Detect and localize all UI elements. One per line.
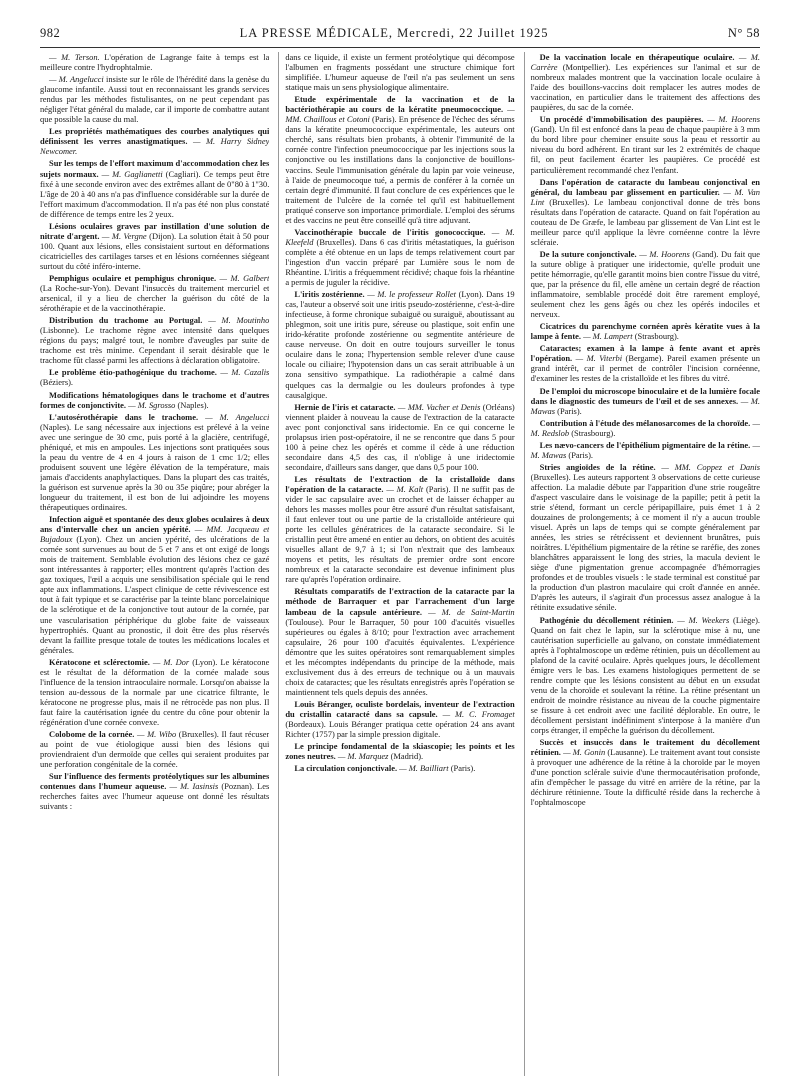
abstract-title: De la suture conjonctivale. bbox=[539, 248, 637, 259]
abstract-author: — M. de Saint-Martin bbox=[421, 606, 515, 617]
abstract-text: (Paris). bbox=[555, 405, 582, 416]
abstract-author: — M. Carrère bbox=[530, 52, 760, 73]
abstract-title: Résultats comparatifs de l'extraction de la cataracte par la méthode de Barraquer et par l'arrachement d'un large lambeau de la capsule antérieure. bbox=[285, 586, 515, 617]
abstract-title: Les résultats de l'extraction de la cristalloïde dans l'opération de la cataracte. bbox=[285, 473, 515, 494]
abstract-title: L'iritis zostérienne. bbox=[294, 289, 365, 300]
abstract-text: (Orléans) viennent plaider à nouveau la cause de l'extraction de la cataracte avec pont conjonctival sans iridectomie. En ce qui concerne le prolapsus irien post-opératoire, il ne se rencontre que dans 5 pour 100 à peine chez les opérés et comme il cède à une réduction secondaire dans 4,5 des cas, il n'oblige à une iridectomie secondaire, d'ailleurs sans danger, que dans 0,5 pour 100. bbox=[285, 401, 515, 472]
abstract-author: — MM. Jacqueau et Bujadoux bbox=[40, 524, 270, 545]
abstract-author: — M. Hoorens bbox=[703, 114, 760, 125]
abstract-text: (Madrid). bbox=[388, 751, 424, 762]
abstract-author: — M. le professeur Rollet bbox=[364, 289, 456, 300]
abstract-author: — M. Marquez bbox=[335, 751, 389, 762]
abstract-title: Cataractes; examen à la lampe à fente avant et après l'opération. bbox=[530, 343, 760, 364]
abstract-author: — M. Vergne bbox=[99, 230, 147, 241]
header-rule bbox=[40, 47, 760, 48]
abstract-text: (Lausanne). Le traitement avant tout consiste à provoquer une adhérence de la rétine à la choroïde par le moyen d'une ponction sclérale suivie d'une thermocautérisation profonde, afin d'empêcher le passage du vitré en arrière de la rétine, par la déchirure rétinienne. Toute la difficulté réside dans la recherche à l'ophtalmoscope bbox=[530, 747, 760, 808]
abstract-paragraph bbox=[40, 315, 269, 365]
abstract-author: — M. Mawas bbox=[530, 439, 760, 460]
abstract-title: Les nævo-cancers de l'épithélium pigmentaire de la rétine. bbox=[539, 439, 751, 450]
page-number: 982 bbox=[40, 26, 61, 40]
abstract-paragraph bbox=[285, 94, 514, 225]
abstract-text: insiste sur le rôle de l'hérédité dans la genèse du glaucome infantile. Aussi tout en reconnaissant les grands services rendus par les méthodes fistulisantes, on ne peut cependant pas négliger l'état général du malade, car il importe de combattre autant que possible la cause du mal. bbox=[40, 74, 270, 125]
abstract-author: — M. C. Fromaget bbox=[437, 709, 515, 719]
abstract-title: La circulation conjonctivale. bbox=[294, 763, 398, 774]
abstract-paragraph bbox=[531, 249, 760, 319]
abstract-title: Les propriétés mathématiques des courbes analytiques qui définissent les verres anastigmatiques. bbox=[40, 126, 270, 147]
abstract-title: Distribution du trachome au Portugal. bbox=[49, 315, 203, 326]
abstract-text: (Lyon). Dans 19 cas, l'auteur a observé soit une iritis pseudo-zostérienne, c'est-à-dire infectieuse, à forme chronique subaiguë ou suraiguë, aboutissant au phlegmon, soit une iritis pure, séreuse ou plastique, soit enfin une irido-kératite profonde zostérienne ou segmentite antérieure de cause nerveuse. On doit en outre toujours surveiller le tonus oculaire dans le zona; l'hypertension semble relever d'une cause locale ou ciliaire; l'hypotension dans un cas serait attribuable à un zona sensitivo sympathique. La radiothérapie a calmé dans quelques cas la dermalgie ou les douleurs profondes à type causalgique. bbox=[285, 289, 515, 400]
abstract-text: (Paris). Il ne suffit pas de vider le sac capsulaire avec un crochet et de laisser échapper au dehors les masses molles pour être assuré d'un résultat satisfaisant, il faut enlever tout ou une partie de la cristalloïde antérieure qui porte les cellules génératrices de la cataracte secondaire. Si le cristallin peut être amené en entier au dehors, on obtient des acuités visuelles allant de 9,7 à 1; si l'on n'extrait que des lambeaux moyens et petits, les résultats de premier ordre sont encore nombreux et la cataracte secondaire est devenue infiniment plus rare qu'après l'opération ordinaire. bbox=[285, 483, 515, 585]
abstract-text: (Lyon). Le kératocone est le résultat de la déformation de la cornée malade sous l'influence de la tension intraoculaire normale. Lorsqu'on abaisse la tension au-dessous de la normale par une cicatrice filtrante, le kératocone ne progresse plus, mais il ne rétrocède pas non plus. Il faut faire la cautérisation ignée du centre du cône pour obtenir la régénération d'une cornée convexe. bbox=[40, 656, 270, 727]
abstract-title: Le principe fondamental de la skiascopie; les points et les zones neutres. bbox=[285, 741, 515, 762]
abstract-author: — M. Van Lint bbox=[530, 186, 760, 207]
abstract-text: (Strasbourg). bbox=[569, 427, 616, 438]
abstract-paragraph bbox=[285, 763, 514, 773]
abstract-text: (Paris). En présence de l'échec des sérums dans la kératite pneumococcique expérimentale, les auteurs ont cherché, sans résultats bien probants, à obtenir l'immunité de la cornée contre l'infection pneumococcique par les injections sous la conjonctive ou les instillations dans la conjonctive de bouillons-vaccins. Seule l'immunisation générale du lapin par voie veineuse, à l'aide de pneumocoque tué, a permis de conférer à la cornée un certain degré d'immunité. Il faut conclure de ces expériences que le traitement de l'ulcère de la cornée tel qu'il est habituellement pratiqué conserve son importance primordiale. L'emploi des sérums et des vaccins ne peut être conseillé qu'à titre adjuvant. bbox=[285, 114, 515, 225]
abstract-paragraph bbox=[40, 273, 269, 313]
abstract-text: (Strasbourg). bbox=[632, 331, 679, 342]
abstract-title: De la vaccination locale en thérapeutique oculaire. bbox=[539, 52, 735, 62]
page-header bbox=[40, 26, 760, 44]
abstract-text: (Gand). Du fait que la suture oblige à pratiquer une iridectomie, qu'elle produit une petite hémorragie, qu'elle garantit moins bien contre l'issue du vitré, que, par la présence du fil, elle amène un certain degré de réaction inflammatoire, semblable procédé doit être rarement employé, seulement chez les gens âgés ou chez les opérés indociles et nerveux. bbox=[530, 248, 760, 320]
abstract-paragraph bbox=[40, 412, 269, 512]
abstract-text: (Montpellier). Les expériences sur l'animal et sur de nombreux malades montrent que la vaccination locale oculaire à l'aide des bouillons-vaccins doit remplacer les autres modes de vaccination, en particulier dans le traitement des affections des paupières, du sac de la cornée. bbox=[530, 62, 760, 113]
abstract-author: — M. Hoorens bbox=[636, 248, 690, 259]
abstract-author: — M. Gonin bbox=[560, 747, 606, 758]
abstract-author: — M. Moutinho bbox=[202, 315, 270, 326]
abstract-paragraph bbox=[531, 418, 760, 438]
abstract-author: — M. Gaglianetti bbox=[98, 168, 163, 179]
abstract-author: — M. Angelucci bbox=[49, 74, 104, 85]
abstract-author: — M. Lampert bbox=[581, 331, 633, 342]
abstract-author: — M. Harry Sidney Newcomer. bbox=[40, 136, 270, 157]
abstract-title: Dans l'opération de cataracte du lambeau conjonctival en général, du lambeau par glissement en particulier. bbox=[530, 176, 760, 197]
abstract-paragraph bbox=[531, 462, 760, 613]
abstract-title: Pathogénie du décollement rétinien. bbox=[539, 614, 674, 625]
abstract-title: Infection aiguë et spontanée des deux globes oculaires à deux ans d'intervalle chez un ancien ypérité. bbox=[40, 514, 270, 535]
abstract-title: Etude expérimentale de la vaccination et de la bactériothérapie au cours de la kératite pneumococcique. bbox=[285, 94, 515, 115]
abstract-title: Stries angioïdes de la rétine. bbox=[539, 461, 656, 472]
abstract-paragraph bbox=[531, 177, 760, 247]
abstract-author: — M. Iasinsis bbox=[166, 781, 219, 792]
abstract-text: (Paris). bbox=[566, 449, 593, 460]
abstract-paragraph bbox=[285, 289, 514, 400]
abstract-text: (Bordeaux). Louis Béranger pratiqua cette opération 24 ans avant Richter (1757) par la simple pression digitale. bbox=[285, 719, 515, 740]
abstract-title: Hernie de l'iris et cataracte. bbox=[294, 401, 396, 412]
abstract-paragraph bbox=[40, 126, 269, 156]
journal-title: LA PRESSE MÉDICALE, Mercredi, 22 Juillet 1925 bbox=[239, 26, 549, 40]
abstract-paragraph bbox=[531, 737, 760, 807]
abstract-author: — M. Viterbi bbox=[572, 353, 623, 364]
abstract-author: — M. Redslob bbox=[530, 417, 760, 438]
abstract-text: (Dijon). La solution était à 50 pour 100. Quant aux lésions, elles consistaient surtout en déformations cicatricielles des cartilages tarses et en lésions cornéennes siégeant surtout du côté inféro-interne. bbox=[40, 230, 270, 271]
abstract-paragraph bbox=[531, 343, 760, 383]
abstract-author: — MM. Chaillous et Cotoni bbox=[285, 104, 515, 125]
abstract-title: De l'emploi du microscope binoculaire et de la lumière focale dans le diagnostic des tumeurs de l'œil et de ses annexes. bbox=[530, 385, 760, 406]
issue-number: N° 58 bbox=[727, 26, 760, 40]
abstract-text: (Bruxelles). Les auteurs rapportent 3 observations de cette curieuse affection. La maladie débute par l'apparition d'une strie rougeâtre d'aspect vasculaire dans le voisinage de la papille; petit à petit la strie s'étend, formant un cercle péripapillaire, puis émet 1 à 2 douzaines de prolongements; à ce moment il n'y a aucun trouble visuel. Après un laps de temps qui se compte généralement par années, les stries se rétrécissent et deviennent brunâtres, puis noirâtres. L'épithélium pigmentaire de la rétine se raréfie, des zones blanchâtres apparaissent le long des stries, la macula devient le siège d'une pigmentation grenue accompagnée d'hémorragies profondes et de troubles visuels : le stade terminal est constitué par la production d'un plastron maculaire qui croît d'année en année. D'après les auteurs, il s'agirait d'un processus assez analogue à la rétinite exsudative sénile. bbox=[530, 471, 760, 613]
abstract-title: Sur les temps de l'effort maximum d'accommodation chez les sujets normaux. bbox=[40, 158, 270, 179]
abstract-text: (Lisbonne). Le trachome règne avec intensité dans quelques régions du pays; malgré tout, le nombre d'aveugles par suite de trachome est très minime. Cependant il serait désirable que le trachome fût classé parmi les affections à déclaration obligatoire. bbox=[40, 325, 270, 366]
abstract-title: Pemphigus oculaire et pemphigus chronique. bbox=[49, 272, 217, 283]
abstract-author: — M. Galbert bbox=[216, 272, 270, 283]
abstract-author: — M. Kalt bbox=[383, 483, 424, 494]
abstract-author: — M. Mawas bbox=[530, 395, 760, 416]
abstract-paragraph bbox=[531, 615, 760, 736]
abstract-paragraph bbox=[285, 227, 514, 287]
abstract-author: — M. Terson. bbox=[49, 52, 100, 62]
column-middle bbox=[278, 52, 514, 1076]
abstract-author: — M. Dor bbox=[149, 656, 190, 667]
abstract-text: (Poznan). Les recherches faites avec l'humeur aqueuse ont donné les résultats suivants : bbox=[40, 781, 270, 812]
abstract-title: Contribution à l'étude des mélanosarcomes de la choroïde. bbox=[539, 417, 751, 428]
abstract-paragraph bbox=[40, 771, 269, 811]
abstract-title: Succès et insuccès dans le traitement du décollement rétinien. bbox=[530, 737, 760, 758]
abstract-author: — M. Wibo bbox=[134, 729, 177, 740]
article-columns bbox=[40, 52, 760, 1076]
abstract-paragraph bbox=[531, 114, 760, 174]
abstract-paragraph bbox=[40, 390, 269, 410]
abstract-text: (Naples). Le sang nécessaire aux injections est prélevé à la veine avec une seringue de 30 cmc, puis porté à la glacière, centrifugé, phéniqué, et mis en ampoules. Les injections sont pratiquées sous la peau du ventre de 4 en 4 jours à raison de 1 cmc 1/2; elles produisent souvent une légère élévation de la température, mais jamais d'accidents anaphylactiques. Dans la plupart des cas traités, la guérison est survenue après la 30 ou 35e piqûre; pour abréger la longueur du traitement, il est bon de lui adjoindre les moyens thérapeutiques ordinaires. bbox=[40, 421, 270, 513]
abstract-paragraph bbox=[531, 386, 760, 416]
abstract-author: — M. Weekers bbox=[673, 614, 730, 625]
abstract-paragraph bbox=[40, 657, 269, 727]
abstract-paragraph bbox=[40, 221, 269, 271]
abstract-paragraph bbox=[40, 158, 269, 218]
abstract-paragraph bbox=[285, 402, 514, 472]
abstract-title: Un procédé d'immobilisation des paupières. bbox=[539, 114, 704, 125]
abstract-title: Kératocone et sclérectomie. bbox=[49, 656, 150, 667]
abstract-author: — M. Angelucci bbox=[198, 411, 270, 422]
abstract-paragraph bbox=[531, 321, 760, 341]
abstract-title: Louis Béranger, oculiste bordelais, inventeur de l'extraction du cristallin cataracté dans sa capsule. bbox=[285, 698, 515, 719]
abstract-text: (Gand). Un fil est enfoncé dans la peau de chaque paupière à 3 mm du bord libre pour cheminer ensuite sous la peau et ressortir au niveau du bord adhérent. En tirant sur les 2 extrémités de chaque fil, on peut facilement écarter les paupières. Ce procédé est particulièrement recommandé chez l'enfant. bbox=[530, 124, 760, 175]
abstract-author: — MM. Vacher et Denis bbox=[395, 401, 481, 412]
abstract-paragraph bbox=[40, 52, 269, 72]
abstract-text: (Lyon). Chez un ancien ypérité, des ulcérations de la cornée sont survenues au bout de 5 et 7 ans et ont exigé de longs mois de traitement. Semblable évolution des lésions chez ce gazé sont intéressantes à rapporter; elles montrent qu'après l'action des gaz toxiques, l'œil a acquis une sensibilisation spéciale qui le rend apte aux inflammations. L'aspect clinique de cette révivescence est tout à fait typique et se caractérise par la teinte blanc porcelainique de la sclérotique et de la conjonctive tout autour de la cornée, par une vascularisation périphérique du globe faite de vaisseaux hypertrophiés. Quant au pronostic, il doit être des plus réservés devant la faillite presque totale de toutes les médications locales et générales. bbox=[40, 534, 270, 655]
abstract-author: — M. Bailliart bbox=[397, 763, 449, 774]
abstract-text: (Bergame). Pareil examen présente un grand intérêt, car il permet de contrôler l'incision cornéenne, d'examiner les restes de la cristalloïde et les fibres du vitré. bbox=[530, 353, 760, 384]
abstract-paragraph bbox=[40, 729, 269, 769]
abstract-author: — MM. Coppez et Danis bbox=[655, 461, 760, 472]
column-right bbox=[524, 52, 760, 1076]
abstract-title: Cicatrices du parenchyme cornéen après kératite vues à la lampe à fente. bbox=[530, 321, 760, 342]
abstract-text: (La Roche-sur-Yon). Devant l'insuccès du traitement mercuriel et arsenical, il y a lieu de chercher la guérison du côté de la sérothérapie et de la vaccinothérapie. bbox=[40, 283, 270, 314]
abstract-paragraph bbox=[531, 440, 760, 460]
abstract-text: (Toulouse). Pour le Barraquer, 50 pour 100 d'acuités visuelles supérieures ou égales à 8/10; pour l'extraction avec arrachement capsulaire, 26 pour 100 d'acuités équivalentes. L'expérience démontre que les suites opératoires sont remarquablement simples et les mécomptes indépendants du principe de la méthode, mais exclusivement dus à des erreurs de technique ou à un mauvais choix de cataractes; que les résultats enregistrés après l'opération se maintiennent tels quels depuis des années. bbox=[285, 616, 515, 697]
abstract-title: Sur l'influence des ferments protéolytiques sur les albumines contenues dans l'humeur aqueuse. bbox=[40, 771, 270, 792]
abstract-paragraph bbox=[285, 586, 514, 697]
abstract-text: (Béziers). bbox=[40, 377, 74, 388]
abstract-text: dans ce liquide, il existe un ferment protéolytique qui décompose l'albumen en fragments possédant une structure chimique fort simplifiée. L'humeur aqueuse de l'œil n'a pas seulement un sens statique mais un sens physiologique alimentaire. bbox=[285, 52, 515, 93]
abstract-title: Vaccinothérapie buccale de l'iritis gonococcique. bbox=[294, 226, 486, 237]
abstract-paragraph bbox=[531, 52, 760, 112]
abstract-paragraph bbox=[285, 474, 514, 585]
abstract-title: Le problème étio-pathogénique du trachome. bbox=[49, 367, 217, 378]
abstract-paragraph bbox=[40, 514, 269, 655]
abstract-paragraph bbox=[285, 52, 514, 92]
abstract-title: Modifications hématologiques dans le trachome et d'autres formes de conjonctivite. bbox=[40, 389, 270, 410]
abstract-text: (Naples). bbox=[175, 399, 209, 410]
column-left bbox=[40, 52, 269, 1076]
abstract-title: Colobome de la cornée. bbox=[49, 729, 135, 740]
abstract-paragraph bbox=[285, 741, 514, 761]
abstract-text: (Bruxelles). Il faut récuser au point de vue étiologique aussi bien des lésions qui proviendraient d'un dermoïde que celles qui seraient produites par une perforation congénitale de la cornée. bbox=[40, 729, 270, 770]
abstract-author: — M. Sgrosso bbox=[126, 399, 176, 410]
abstract-text: (Bruxelles). Dans 6 cas d'iritis métastatiques, la guérison complète a été obtenue en un laps de temps relativement court par l'ingestion d'un vaccin préparé par Lumière sous le nom de Rhéantine. L'iritis a fréquemment récidivé; chaque fois la rhéantine a permis de juguler la récidive. bbox=[285, 236, 515, 288]
abstract-text: L'opération de Lagrange faite à temps est la meilleure contre l'hydrophtalmie. bbox=[40, 52, 270, 73]
abstract-title: Lésions oculaires graves par instillation d'une solution de nitrate d'argent. bbox=[40, 220, 270, 241]
abstract-text: (Paris). bbox=[448, 763, 476, 774]
abstract-title: L'autosérothérapie dans le trachome. bbox=[49, 411, 199, 422]
abstract-text: (Bruxelles). Le lambeau conjonctival donne de très bons résultats dans l'opération de cataracte. Quand on fait l'opération au couteau de De Græfe, le lambeau par glissement de Van Lint est le meilleur parce qu'il applique la lèvre cornéenne contre la lèvre scléraie. bbox=[530, 196, 760, 247]
abstract-author: — M. Cazalis bbox=[216, 367, 270, 378]
abstract-text: (Cagliari). Ce temps peut être fixé à une seconde environ avec des extrêmes allant de 0"80 à 1"30. L'âge de 20 à 40 ans n'a pas d'influence considérable sur la durée de l'effort maximum d'accommodation. Il n'a pas été non plus constaté de différence de temps entre les 2 yeux. bbox=[40, 168, 270, 219]
abstract-author: — M. Kleefeld bbox=[285, 226, 515, 247]
abstract-paragraph bbox=[40, 74, 269, 124]
abstract-paragraph bbox=[285, 699, 514, 739]
abstract-paragraph bbox=[40, 367, 269, 387]
abstract-text: (Liège). Quand on fait chez le lapin, sur la sclérotique mise à nu, une cautérisation superficielle au galvano, on constate immédiatement après à l'ophtalmoscope un œdème rétinien, puis un décollement au plafond de la cavité oculaire. Après quelques jours, le décollement émigre vers le bas. Les examens histologiques permettent de se rendre compte que les lésions consistent au début en un exsudat venu de la choroïde et soulevant la rétine. La rétine présentant un endroit de moindre résistance au niveau de la couche pigmentaire se fissure à cet endroit avec une facilité déplorable. En outre, le décollement persistant indéfiniment s'interpose à la manière d'un corps étranger, il empêche la guérison du décollement. bbox=[530, 614, 760, 736]
